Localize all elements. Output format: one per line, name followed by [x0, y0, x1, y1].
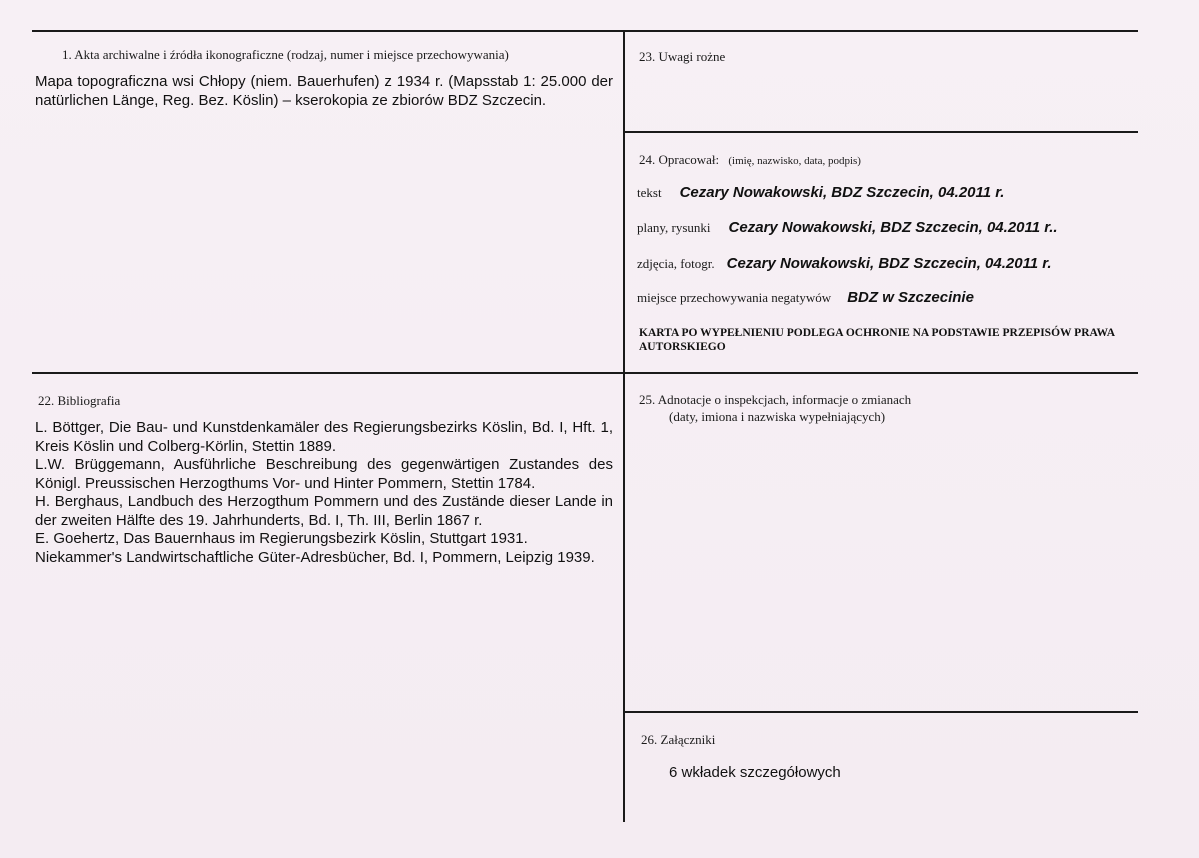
section-26-label: 26. Załączniki [641, 732, 716, 747]
section-24-sublabel: (imię, nazwisko, data, podpis) [728, 155, 861, 167]
attachments-text: 6 wkładek szczegółowych [669, 764, 841, 781]
section-24-title: 24. Opracował: [639, 152, 720, 167]
center-divider-line [623, 30, 625, 822]
negatives-storage-row [637, 289, 974, 307]
bibliography-entry: H. Berghaus, Landbuch des Herzogthum Pommern und des Zustände dieser Lande in der zweiten Hälfte des 19. Jahrhunderts, Bd. I, Th. III, Berlin 1867 r. [35, 493, 613, 529]
author-row-label: plany, rysunki [637, 220, 711, 235]
author-row-photos [637, 255, 1051, 273]
author-row-label: miejsce przechowywania negatywów [637, 290, 832, 305]
top-border-line [32, 30, 1138, 32]
section-23-label: 23. Uwagi rożne [639, 49, 726, 64]
section-22-label: 22. Bibliografia [38, 393, 121, 408]
section-1-text [35, 73, 613, 110]
author-row-plans [637, 219, 1058, 237]
divider-upper-lower [32, 372, 1138, 374]
bibliography-entry: L.W. Brüggemann, Ausführliche Beschreibung des gegenwärtigen Zustandes des Königl. Preussischen Herzogthums Vor- und Hinter Pommern, Stettin 1784. [35, 456, 613, 492]
archival-sources-text: Mapa topograficzna wsi Chłopy (niem. Bauerhufen) z 1934 r. (Mapsstab 1: 25.000 der natürlichen Länge, Reg. Bez. Köslin) – kserokopia ze zbiorów BDZ Szczecin. [35, 73, 613, 109]
bibliography-entry: L. Böttger, Die Bau- und Kunstdenkamäler des Regierungsbezirks Köslin, Bd. I, Hft. 1, Kreis Köslin und Colberg-Körlin, Stettin 1889. [35, 419, 613, 455]
bibliography-list [35, 419, 613, 567]
section-1-label: 1. Akta archiwalne i źródła ikonograficzne (rodzaj, numer i miejsce przechowywania) [62, 47, 509, 62]
author-row-label: zdjęcia, fotogr. [637, 256, 715, 271]
divider-25-26 [624, 711, 1138, 713]
author-row-value: BDZ w Szczecinie [847, 289, 974, 306]
bibliography-entry: E. Goehertz, Das Bauernhaus im Regierungsbezirk Köslin, Stuttgart 1931. [35, 530, 528, 547]
author-row-value: Cezary Nowakowski, BDZ Szczecin, 04.2011 r. [679, 184, 1005, 201]
author-row-text [637, 184, 1004, 202]
section-25-sublabel: (daty, imiona i nazwiska wypełniających) [669, 409, 886, 424]
bibliography-entry: Niekammer's Landwirtschaftliche Güter-Adresbücher, Bd. I, Pommern, Leipzig 1939. [35, 548, 595, 566]
author-row-value: Cezary Nowakowski, BDZ Szczecin, 04.2011 r. [726, 255, 1052, 272]
divider-23-24 [624, 131, 1138, 133]
copyright-notice: KARTA PO WYPEŁNIENIU PODLEGA OCHRONIE NA PODSTAWIE PRZEPISÓW PRAWA AUTORSKIEGO [639, 327, 1115, 353]
section-25-label: 25. Adnotacje o inspekcjach, informacje o zmianach [639, 392, 912, 407]
section-24-label [639, 152, 861, 168]
author-row-label: tekst [637, 185, 662, 200]
author-row-value: Cezary Nowakowski, BDZ Szczecin, 04.2011 r.. [728, 219, 1058, 236]
